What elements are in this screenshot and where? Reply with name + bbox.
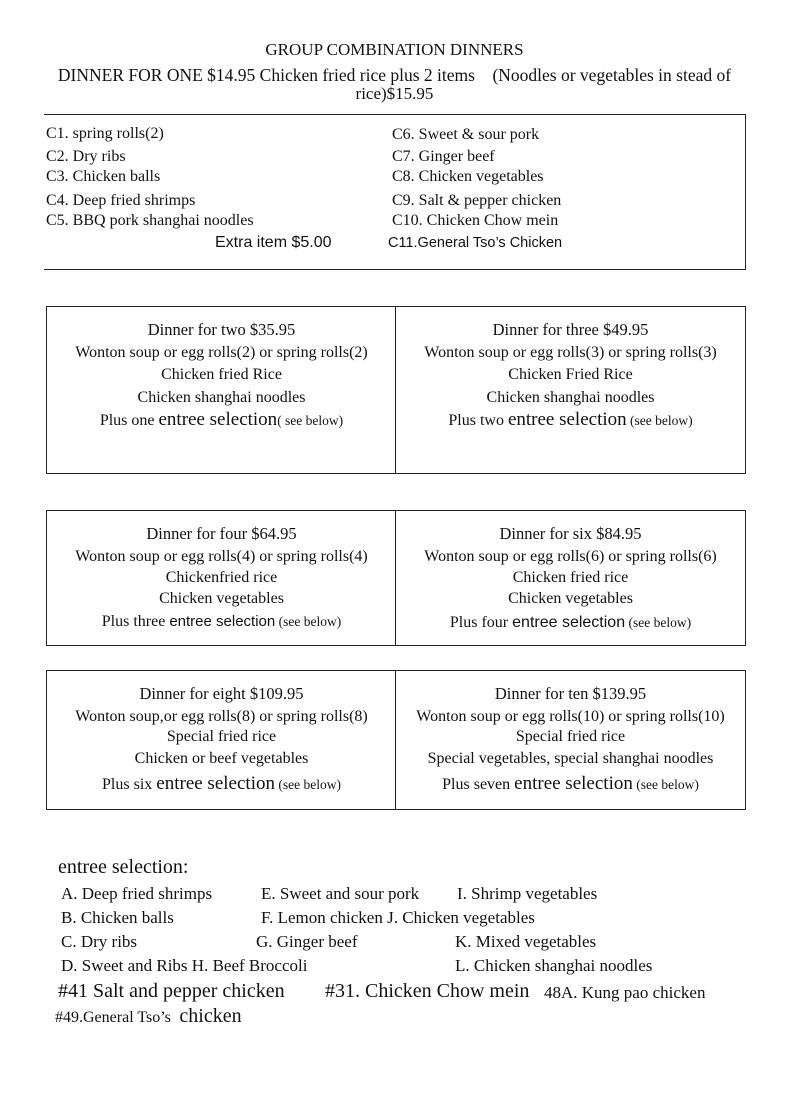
combo-item-c10: C10. Chicken Chow mein <box>392 212 559 229</box>
entree-f-j: F. Lemon chicken J. Chicken vegetables <box>261 908 535 927</box>
dinner-line: Special vegetables, special shanghai noodles <box>427 750 714 767</box>
dinner-for-four <box>47 511 396 645</box>
entree-c: C. Dry ribs <box>61 932 138 951</box>
dinner-for-eight <box>47 671 396 809</box>
dinner-line: Chicken or beef vegetables <box>134 750 309 767</box>
dinner-title: Dinner for two $35.95 <box>147 320 296 339</box>
dinner-line: Chicken shanghai noodles <box>137 389 306 406</box>
dinner-for-ten <box>396 671 745 809</box>
dinner-line: Chicken vegetables <box>508 590 633 607</box>
dinner-panel-four-six <box>46 510 746 646</box>
entree-a: A. Deep fried shrimps <box>61 884 213 903</box>
entree-l: L. Chicken shanghai noodles <box>455 956 653 975</box>
entree-d-h: D. Sweet and Ribs H. Beef Broccoli <box>61 956 308 975</box>
dinner-for-one-line: DINNER FOR ONE $14.95 Chicken fried rice plus 2 items (Noodles or vegetables in stead of <box>57 65 732 85</box>
dinner-plus-line: Plus one entree selection( see below) <box>99 409 344 430</box>
dinner-for-three <box>396 307 745 473</box>
dinner-line: Chicken fried rice <box>512 569 629 586</box>
dinner-title: Dinner for three $49.95 <box>492 320 649 339</box>
combo-item-c7: C7. Ginger beef <box>392 148 495 165</box>
menu-title: GROUP COMBINATION DINNERS <box>265 40 524 59</box>
dinner-title: Dinner for six $84.95 <box>499 524 642 543</box>
dinner-line: Wonton soup or egg rolls(3) or spring rolls(3) <box>424 344 717 361</box>
dinner-line: Chicken vegetables <box>159 590 284 607</box>
dinner-plus-line: Plus seven entree selection (see below) <box>442 773 699 794</box>
combo-item-c5: C5. BBQ pork shanghai noodles <box>46 212 254 229</box>
entree-b: B. Chicken balls <box>61 908 174 927</box>
dinner-line: Wonton soup or egg rolls(6) or spring rolls(6) <box>424 548 717 565</box>
combo-item-c9: C9. Salt & pepper chicken <box>392 192 562 209</box>
dinner-line: Wonton soup or egg rolls(4) or spring rolls(4) <box>75 548 368 565</box>
dinner-line: Wonton soup or egg rolls(10) or spring rolls(10) <box>416 708 725 725</box>
dinner-for-two <box>47 307 396 473</box>
combo-item-c8: C8. Chicken vegetables <box>392 168 544 185</box>
dinner-line: Wonton soup or egg rolls(2) or spring rolls(2) <box>75 344 368 361</box>
dinner-line: Chicken shanghai noodles <box>486 389 655 406</box>
dinner-plus-line: Plus three entree selection (see below) <box>101 613 342 630</box>
special-41: #41 Salt and pepper chicken <box>58 980 285 1002</box>
extra-item-price: Extra item $5.00 <box>215 234 332 251</box>
combo-item-c3: C3. Chicken balls <box>46 168 161 185</box>
dinner-line: Chicken fried Rice <box>161 366 282 383</box>
dinner-title: Dinner for eight $109.95 <box>139 684 304 703</box>
dinner-line: Wonton soup,or egg rolls(8) or spring rolls(8) <box>75 708 368 725</box>
entree-selection-heading: entree selection: <box>58 856 189 878</box>
dinner-panel-two-three <box>46 306 746 474</box>
special-48a: 48A. Kung pao chicken <box>544 983 706 1002</box>
entree-e: E. Sweet and sour pork <box>261 884 420 903</box>
dinner-title: Dinner for ten $139.95 <box>494 684 647 703</box>
combo-item-c4: C4. Deep fried shrimps <box>46 192 196 209</box>
dinner-plus-line: Plus six entree selection (see below) <box>102 773 341 794</box>
entree-g: G. Ginger beef <box>256 932 358 951</box>
dinner-plus-line: Plus four entree selection (see below) <box>449 614 692 631</box>
entree-k: K. Mixed vegetables <box>455 932 597 951</box>
dinner-line: Chickenfried rice <box>165 569 278 586</box>
combo-items-box <box>44 114 746 270</box>
dinner-line: Special fried rice <box>515 728 626 745</box>
combo-item-c6: C6. Sweet & sour pork <box>392 126 540 143</box>
dinner-title: Dinner for four $64.95 <box>146 524 297 543</box>
combo-item-c1: C1. spring rolls(2) <box>46 125 164 142</box>
dinner-panel-eight-ten <box>46 670 746 810</box>
dinner-for-six <box>396 511 745 645</box>
dinner-plus-line: Plus two entree selection (see below) <box>448 409 693 430</box>
special-49: #49.General Tso’s chicken <box>55 1005 242 1027</box>
combo-item-c2: C2. Dry ribs <box>46 148 126 165</box>
combo-item-c11: C11.General Tso’s Chicken <box>388 235 563 251</box>
dinner-line: Special fried rice <box>166 728 277 745</box>
dinner-for-one-line-cont: rice)$15.95 <box>355 84 434 103</box>
dinner-line: Chicken Fried Rice <box>508 366 633 383</box>
entree-i: I. Shrimp vegetables <box>457 884 598 903</box>
special-31: #31. Chicken Chow mein <box>325 980 530 1002</box>
